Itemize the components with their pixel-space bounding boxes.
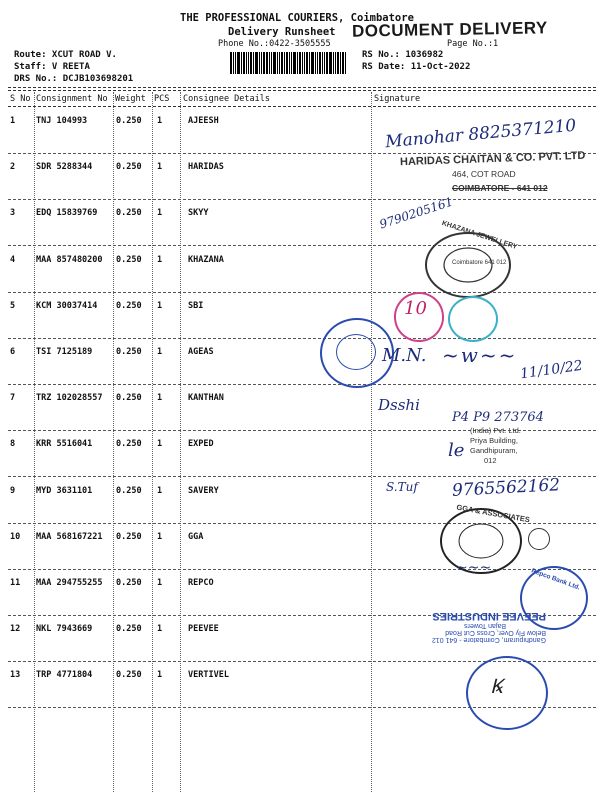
barcode-bar — [297, 52, 298, 74]
row-pcs: 1 — [157, 347, 163, 357]
row-pcs: 1 — [157, 578, 163, 588]
barcode-bar — [243, 52, 245, 74]
row-weight: 0.250 — [116, 116, 142, 126]
stamp-row-8-line1: (India) Pvt. Ltd. — [470, 426, 521, 435]
row-consignee: KHAZANA — [188, 254, 224, 265]
barcode-bar — [246, 52, 247, 74]
signature-row-6: M.N. — [382, 345, 427, 366]
row-sno: 2 — [10, 162, 16, 173]
row-consignment: MAA 857480200 — [36, 254, 103, 265]
signature-row-1: Manohar 8825371210 — [384, 115, 578, 153]
row-weight: 0.250 — [116, 300, 142, 311]
row-consignment: NKL 7943669 — [36, 624, 93, 635]
barcode-bar — [306, 52, 308, 74]
route: Route: XCUT ROAD V. — [14, 50, 117, 60]
row-pcs: 1 — [157, 300, 163, 311]
barcode-bar — [241, 52, 242, 74]
row-weight: 0.250 — [116, 393, 142, 404]
stamp-row-12-line4: Gandhipuram, Coimbatore - 641 012 — [431, 636, 546, 643]
barcode-bar — [322, 52, 323, 74]
row-sno: 3 — [10, 208, 16, 219]
stamp-row-4-name: KHAZANA JEWELLERY — [440, 219, 518, 252]
row-consignment: KCM 30037414 — [36, 300, 98, 311]
barcode-bar — [335, 52, 336, 74]
signature-row-3: 9790205161 — [377, 194, 455, 232]
row-13-round-stamp-icon — [466, 656, 548, 730]
col-signature: Signature — [374, 94, 421, 104]
header-rule-top-2 — [8, 90, 596, 91]
row-consignment: KRR 5516041 — [36, 439, 93, 450]
row-weight: 0.250 — [116, 578, 142, 588]
stamp-row-12-line1: PEEVEE INDUSTRIES — [432, 610, 546, 622]
signature-row-11: ~~~ — [456, 560, 492, 576]
barcode-bar — [253, 52, 254, 74]
header-rule-top — [8, 87, 596, 88]
signature-scribble-row-8: le — [448, 440, 465, 461]
stamp-row-12 — [386, 610, 546, 643]
row-pcs: 1 — [157, 393, 163, 404]
row-sno: 8 — [10, 439, 16, 450]
barcode-bar — [250, 52, 252, 74]
row-sno: 4 — [10, 254, 16, 265]
row-consignee: SAVERY — [188, 485, 219, 496]
barcode-bar — [271, 52, 272, 74]
barcode-bar — [266, 52, 268, 74]
row-sno: 10 — [10, 531, 21, 542]
signature-row-9-number: 9765562162 — [451, 475, 561, 501]
signature-row-5: 10 — [404, 298, 427, 319]
barcode-bar — [259, 52, 260, 74]
row-consignee: SBI — [188, 300, 204, 311]
row-weight: 0.250 — [116, 208, 142, 219]
barcode-bar — [289, 52, 290, 74]
barcode-bar — [233, 52, 234, 74]
sbi-round-stamp-icon — [448, 296, 498, 342]
barcode-bar — [340, 52, 341, 74]
stamp-row-10-name: GGA & ASSOCIATES — [455, 502, 531, 525]
barcode-bar — [273, 52, 276, 74]
row-sno: 7 — [10, 393, 16, 404]
barcode-bar — [302, 52, 303, 74]
row-consignee: SKYY — [188, 208, 209, 219]
barcode-bar — [326, 52, 328, 74]
phone-number: Phone No.:0422-3505555 — [218, 39, 331, 49]
barcode-bar — [284, 52, 285, 74]
small-stamp-icon — [528, 528, 550, 550]
row-consignment: EDQ 15839769 — [36, 208, 98, 219]
barcode-bar — [337, 52, 339, 74]
row-sno: 5 — [10, 300, 16, 311]
barcode-bar — [317, 52, 318, 74]
signature-scribble-row-6: ~w~~ — [442, 343, 518, 367]
row-weight: 0.250 — [116, 254, 142, 265]
barcode-bar — [299, 52, 301, 74]
row-sno: 13 — [10, 670, 21, 681]
staff: Staff: V REETA — [14, 62, 90, 72]
barcode-bar — [235, 52, 236, 74]
barcode-bar — [319, 52, 321, 74]
signature-date-row-6: 11/10/22 — [519, 357, 584, 383]
stamp-row-2-line1: HARIDAS CHAITAN & CO. PVT. LTD — [399, 149, 586, 169]
stamp-row-8-line4: 012 — [484, 456, 497, 465]
row-pcs: 1 — [157, 208, 163, 219]
rs-number: RS No.: 1036982 — [362, 50, 444, 60]
row-consignee: HARIDAS — [188, 162, 224, 173]
col-sno: S No — [10, 94, 31, 104]
barcode-bar — [345, 52, 346, 74]
row-consignee: VERTIVEL — [188, 670, 229, 681]
col-weight: Weight — [115, 94, 146, 104]
barcode-bar — [291, 52, 292, 74]
barcode-bar — [281, 52, 283, 74]
signature-row-7: Dsshi — [378, 396, 420, 414]
row-consignee: PEEVEE — [188, 624, 219, 635]
stamp-row-11-name: Repco Bank Ltd. — [530, 567, 581, 592]
row-pcs: 1 — [157, 670, 163, 681]
barcode-bar — [263, 52, 265, 74]
barcode-bar — [269, 52, 270, 74]
stamp-row-12-line3: Below Fly Over, Cross Cut Road — [445, 629, 546, 636]
row-weight: 0.250 — [116, 347, 142, 357]
barcode-bar — [315, 52, 316, 74]
barcode-bar — [230, 52, 232, 74]
rs-date: RS Date: 11-Oct-2022 — [362, 62, 471, 72]
barcode-bar — [237, 52, 240, 74]
barcode-bar — [309, 52, 310, 74]
row-sno: 12 — [10, 624, 21, 635]
row-consignee: EXPED — [188, 439, 214, 450]
header-rule-bottom — [8, 106, 596, 107]
row-consignment: TSI 7125189 — [36, 347, 93, 357]
stamp-row-8-line2: Priya Building, — [470, 436, 518, 445]
barcode-bar — [261, 52, 262, 74]
row-pcs: 1 — [157, 531, 163, 542]
row-pcs: 1 — [157, 254, 163, 265]
barcode — [230, 52, 355, 74]
row-sno: 6 — [10, 347, 16, 357]
barcode-bar — [293, 52, 296, 74]
row-pcs: 1 — [157, 485, 163, 496]
barcode-bar — [277, 52, 278, 74]
row-consignee: REPCO — [188, 578, 214, 588]
barcode-bar — [333, 52, 334, 74]
col-consignee: Consignee Details — [183, 94, 270, 104]
row-consignee: AGEAS — [188, 347, 214, 357]
row-sno: 1 — [10, 116, 16, 126]
stamp-row-12-line2: Bajan Towers — [464, 622, 506, 629]
barcode-bar — [342, 52, 344, 74]
barcode-bar — [279, 52, 280, 74]
company-title: THE PROFESSIONAL COURIERS, Coimbatore — [180, 12, 414, 24]
barcode-bar — [255, 52, 258, 74]
row-weight: 0.250 — [116, 485, 142, 496]
row-consignee: GGA — [188, 531, 204, 542]
row-consignee: AJEESH — [188, 116, 219, 126]
signature-row-9: S.Tuf — [386, 480, 418, 494]
barcode-bar — [311, 52, 314, 74]
page-number: Page No.:1 — [447, 39, 499, 49]
barcode-bar — [324, 52, 325, 74]
row-sno: 11 — [10, 578, 21, 588]
row-consignment: TNJ 104993 — [36, 116, 88, 126]
signature-row-13: Ꝃ — [490, 674, 503, 698]
row-pcs: 1 — [157, 439, 163, 450]
col-consignment: Consignment No — [36, 94, 108, 104]
document-delivery-stamp: DOCUMENT DELIVERY — [351, 18, 548, 41]
col-pcs: PCS — [154, 94, 170, 104]
row-weight: 0.250 — [116, 670, 142, 681]
row-consignee: KANTHAN — [188, 393, 224, 404]
row-sno: 9 — [10, 485, 16, 496]
barcode-bar — [329, 52, 332, 74]
row-consignment: SDR 5288344 — [36, 162, 93, 173]
row-weight: 0.250 — [116, 162, 142, 173]
row-pcs: 1 — [157, 624, 163, 635]
barcode-bar — [304, 52, 305, 74]
stamp-row-4 — [422, 219, 518, 300]
doc-title: Delivery Runsheet — [228, 26, 336, 38]
row-consignment: MYD 3631101 — [36, 485, 93, 496]
signature-row-8-number: P4 P9 273764 — [452, 410, 544, 425]
barcode-bar — [286, 52, 288, 74]
row-pcs: 1 — [157, 116, 163, 126]
drs-number: DRS No.: DCJB103698201 — [14, 74, 134, 84]
row-consignment: TRZ 102028557 — [36, 393, 103, 404]
stamp-row-2-line2: 464, COT ROAD — [452, 169, 516, 179]
barcode-bar — [248, 52, 249, 74]
row-weight: 0.250 — [116, 439, 142, 450]
row-weight: 0.250 — [116, 531, 142, 542]
row-consignment: MAA 568167221 — [36, 531, 103, 542]
row-consignment: MAA 294755255 — [36, 578, 103, 588]
row-weight: 0.250 — [116, 624, 142, 635]
row-pcs: 1 — [157, 162, 163, 173]
stamp-row-2-line3: COIMBATORE - 641 012 — [452, 183, 548, 193]
stamp-row-8-line3: Gandhipuram, — [470, 446, 518, 455]
row-consignment: TRP 4771804 — [36, 670, 93, 681]
stamp-row-4-city: Coimbatore 641 012 — [452, 260, 507, 266]
